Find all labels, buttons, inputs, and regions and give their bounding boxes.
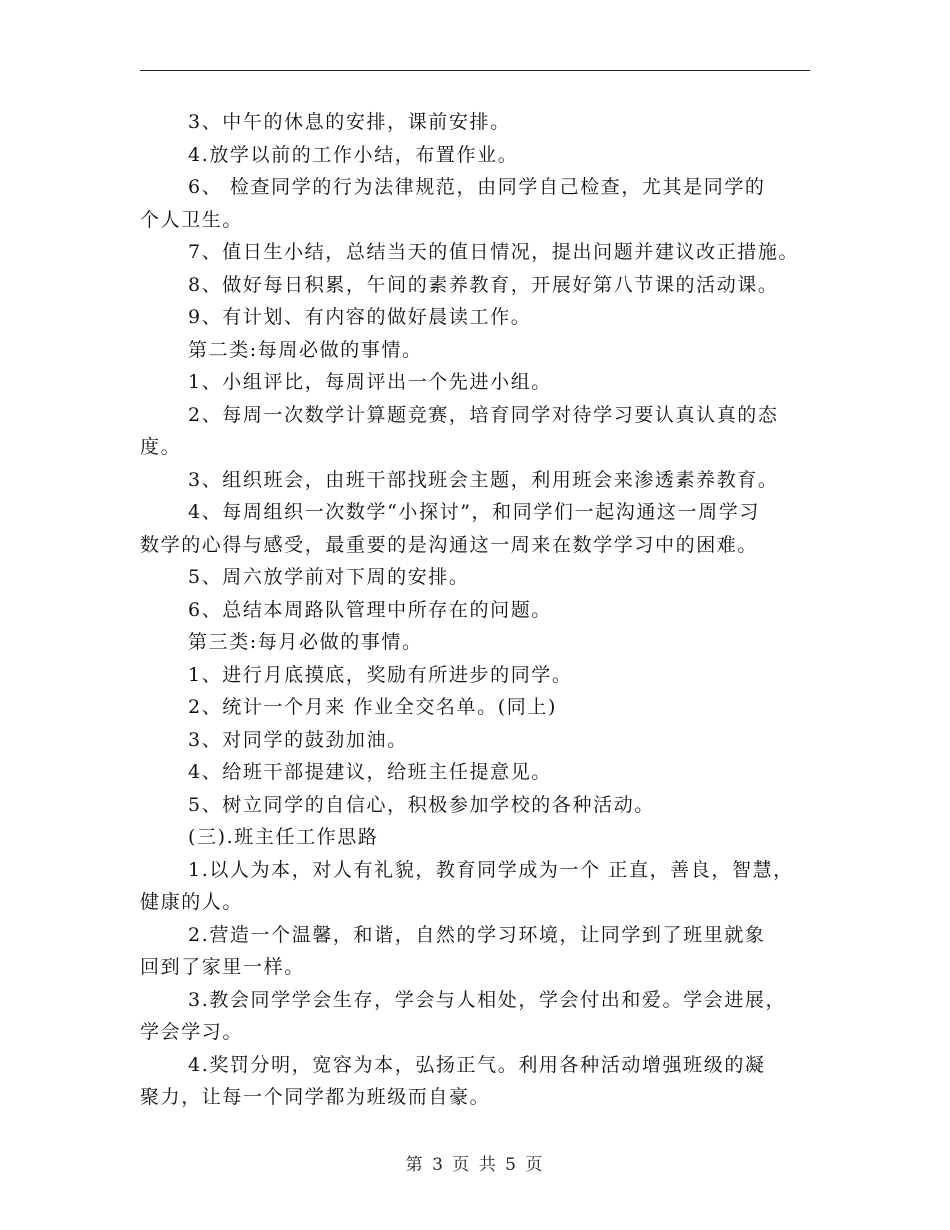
document-body	[140, 106, 830, 1114]
text-line: 3、组织班会，由班干部找班会主题，利用班会来渗透素养教育。	[188, 468, 779, 491]
section-heading: (三).班主任工作思路	[188, 826, 379, 848]
section-heading: 第三类:每月必做的事情。	[188, 631, 423, 653]
text-line: 1、进行月底摸底，奖励有所进步的同学。	[188, 663, 573, 686]
text-line: 回到了家里一样。	[140, 956, 305, 978]
text-line: 聚力，让每一个同学都为班级而自豪。	[140, 1086, 491, 1108]
text-line: 9、有计划、有内容的做好晨读工作。	[188, 306, 532, 328]
text-line: 4、给班干部提建议，给班主任提意见。	[188, 761, 552, 783]
text-line: 3、中午的休息的安排，课前安排。	[188, 111, 511, 133]
text-line: 2、每周一次数学计算题竞赛，培育同学对待学习要认真认真的态	[188, 403, 779, 426]
text-line: 5、树立同学的自信心，积极参加学校的各种活动。	[188, 793, 655, 816]
text-line: 数学的心得与感受，最重要的是沟通这一周来在数学学习中的困难。	[140, 533, 759, 556]
text-line: 1.以人为本，对人有礼貌，教育同学成为一个 正直，善良，智慧，	[188, 858, 794, 881]
header-rule	[140, 70, 810, 71]
text-line: 5、周六放学前对下周的安排。	[188, 566, 470, 588]
text-line: 6、总结本周路队管理中所存在的问题。	[188, 598, 552, 621]
text-line: 4、每周组织一次数学“小探讨”，和同学们一起沟通这一周学习	[188, 501, 760, 523]
text-line: 3、对同学的鼓劲加油。	[188, 728, 408, 751]
text-line: 2、统计一个月来 作业全交名单。(同上)	[188, 696, 557, 718]
text-line: 学会学习。	[140, 1021, 244, 1043]
text-line: 3.教会同学学会生存，学会与人相处，学会付出和爱。学会进展，	[188, 988, 787, 1011]
text-line: 4.放学以前的工作小结，布置作业。	[188, 143, 519, 166]
page-number: 第 3 页 共 5 页	[405, 1155, 545, 1175]
text-line: 2.营造一个温馨，和谐，自然的学习环境，让同学到了班里就象	[188, 923, 766, 946]
text-line: 健康的人。	[140, 891, 244, 913]
section-heading: 第二类:每周必做的事情。	[188, 338, 423, 361]
text-line: 个人卫生。	[140, 208, 244, 231]
text-line: 6、 检查同学的行为法律规范，由同学自己检查，尤其是同学的	[188, 176, 766, 198]
text-line: 4.奖罚分明，宽容为本，弘扬正气。利用各种活动增强班级的凝	[188, 1053, 766, 1076]
text-line: 1、小组评比，每周评出一个先进小组。	[188, 371, 552, 393]
text-line: 8、做好每日积累，午间的素养教育，开展好第八节课的活动课。	[188, 273, 779, 296]
text-line: 度。	[140, 436, 182, 458]
text-line: 7、值日生小结，总结当天的值日情况，提出问题并建议改正措施。	[188, 241, 800, 263]
